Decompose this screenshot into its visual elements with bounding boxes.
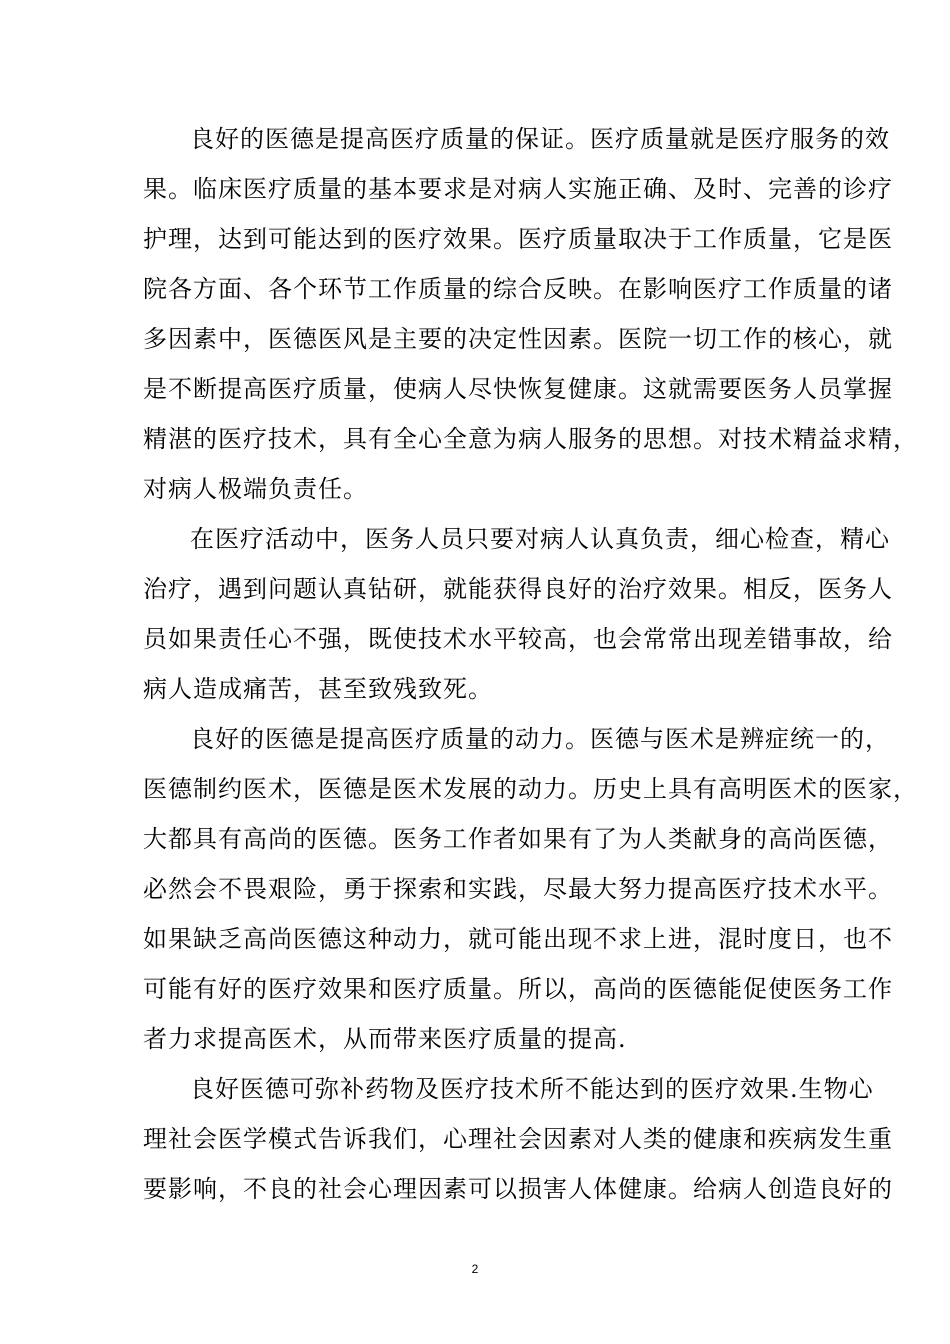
paragraph-3-line-5: 如果缺乏高尚医德这种动力，就可能出现不求上进，混时度日，也不: [143, 925, 893, 953]
paragraph-2-line-4: 病人造成痛苦，甚至致残致死。: [143, 675, 493, 703]
paragraph-1-line-2: 果。临床医疗质量的基本要求是对病人实施正确、及时、完善的诊疗: [143, 175, 893, 203]
paragraph-4-line-2: 理社会医学模式告诉我们，心理社会因素对人类的健康和疾病发生重: [143, 1125, 893, 1153]
paragraph-2-line-2: 治疗，遇到问题认真钻研，就能获得良好的治疗效果。相反，医务人: [143, 575, 893, 603]
paragraph-4-line-3: 要影响，不良的社会心理因素可以损害人体健康。给病人创造良好的: [143, 1175, 893, 1203]
paragraph-1-line-1: 良好的医德是提高医疗质量的保证。医疗质量就是医疗服务的效: [190, 125, 890, 153]
paragraph-3-line-7: 者力求提高医术，从而带来医疗质量的提高.: [143, 1025, 627, 1053]
page-number: 2: [471, 1262, 479, 1276]
paragraph-1-line-6: 是不断提高医疗质量，使病人尽快恢复健康。这就需要医务人员掌握: [143, 375, 893, 403]
paragraph-2-line-3: 员如果责任心不强，既使技术水平较高，也会常常出现差错事故，给: [143, 625, 893, 653]
paragraph-1-line-7: 精湛的医疗技术，具有全心全意为病人服务的思想。对技术精益求精，: [143, 425, 918, 453]
paragraph-1-line-3: 护理，达到可能达到的医疗效果。医疗质量取决于工作质量，它是医: [143, 225, 893, 253]
paragraph-3-line-4: 必然会不畏艰险，勇于探索和实践，尽最大努力提高医疗技术水平。: [143, 875, 893, 903]
paragraph-1-line-4: 院各方面、各个环节工作质量的综合反映。在影响医疗工作质量的诸: [143, 275, 893, 303]
paragraph-3-line-1: 良好的医德是提高医疗质量的动力。医德与医术是辨症统一的，: [190, 725, 890, 753]
paragraph-1-line-5: 多因素中，医德医风是主要的决定性因素。医院一切工作的核心，就: [143, 325, 893, 353]
paragraph-3-line-2: 医德制约医术，医德是医术发展的动力。历史上具有高明医术的医家，: [143, 775, 918, 803]
paragraph-1-line-8: 对病人极端负责任。: [143, 475, 368, 503]
paragraph-2-line-1: 在医疗活动中，医务人员只要对病人认真负责，细心检查，精心: [190, 525, 890, 553]
paragraph-4-line-1: 良好医德可弥补药物及医疗技术所不能达到的医疗效果.生物心: [190, 1075, 874, 1103]
paragraph-3-line-3: 大都具有高尚的医德。医务工作者如果有了为人类献身的高尚医德，: [143, 825, 893, 853]
paragraph-3-line-6: 可能有好的医疗效果和医疗质量。所以，高尚的医德能促使医务工作: [143, 975, 893, 1003]
